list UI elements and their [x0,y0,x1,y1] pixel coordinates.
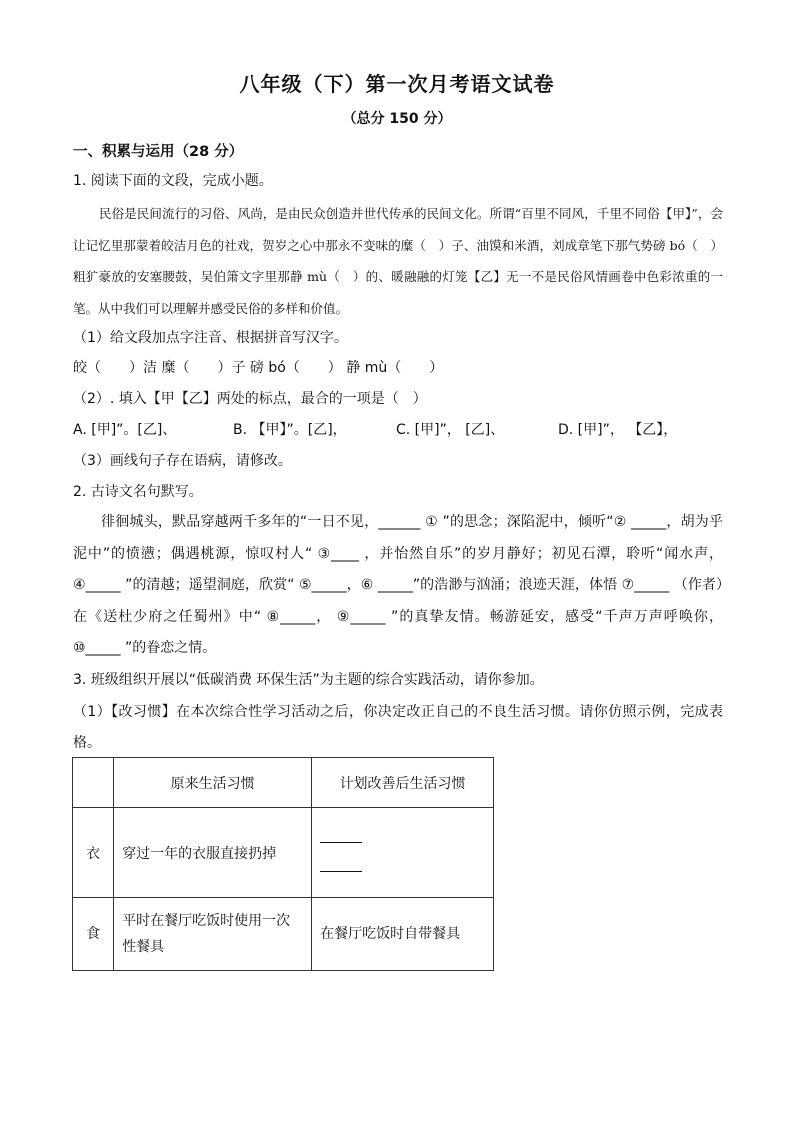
question-1-sub2: （2）. 填入【甲【乙】两处的标点，最合的一项是（ ） [73,391,427,407]
total-score: （总分 150 分） [342,111,452,127]
new-habit-cell[interactable] [312,808,494,898]
table-header-row [73,758,494,808]
question-1-sub3: （3）画线句子存在语病，请修改。 [73,453,292,469]
table-header-cell [73,758,114,808]
question-1-passage: 民俗是民间流行的习俗、风尚，是由民众创造并世代传承的民间文化。所谓“百里不同风，千里不同俗【甲】”，会让记忆里那蒙着皎洁月色的社戏，贺岁之心中那永不变味的糜（ ）子、油馍和米酒，刘成章笔下那气势磅 bó（ ）粗犷豪放的安塞腰鼓，吴伯箫文字里那静 mù（ ）的、暖融融的灯笼【乙】无一不是民俗风情画卷中色彩浓重的一笔。从中我们可以理解并感受民俗的多样和价值。 [73,206,723,316]
question-3-stem: 3. 班级组织开展以“低碳消费 环保生活”为主题的综合实践活动，请你参加。 [73,672,544,688]
new-habit-cell: 在餐厅吃饭时自带餐具 [312,898,494,971]
table-header-cell: 原来生活习惯 [114,758,312,808]
old-habit-cell: 穿过一年的衣服直接扔掉 [114,808,312,898]
old-habit-cell: 平时在餐厅吃饭时使用一次性餐具 [114,898,312,971]
option-c: C. [甲]”， [乙]、 [396,422,505,438]
category-cell: 衣 [73,808,114,898]
question-2-passage: 徘徊城头，默品穿越两千多年的“一日不见，______ ① ”的思念；深陷泥中，倾听“② _____，胡为乎泥中”的愤懑；偶遇桃源，惊叹村人“ ③____ ，并怡然自乐”的岁月静好；初见石潭，聆听“闻水声， ④_____ ”的清越；遥望洞庭，欣赏“ ⑤_____，⑥ _____”的浩渺与汹涌；浪迹天涯，体悟 ⑦_____ （作者）在《送杜少府之任蜀州》中“ ⑧_____， ⑨_____ ”的真挚友情。畅游延安，感受“千声万声呼唤你， ⑩_____ ”的眷恋之情。 [73,514,723,656]
option-a: A. [甲]”。[乙]、 [73,422,177,438]
question-3-sub1: （1）【改习惯】在本次综合性学习活动之后，你决定改正自己的不良生活习惯。请你仿照示例，完成表格。 [73,704,723,751]
question-1-fill-items: 皎（ ）洁 糜（ ）子 磅 bó（ ） 静 mù（ ） [73,360,444,376]
table-row [73,898,494,971]
answer-blank[interactable] [320,857,362,872]
option-b: B. 【甲】”。[乙]， [233,422,347,438]
section-heading: 一、积累与运用（28 分） [73,144,244,160]
question-2-stem: 2. 古诗文名句默写。 [73,484,203,500]
question-1-stem: 1. 阅读下面的文段，完成小题。 [73,173,273,189]
table-row [73,808,494,898]
category-cell: 食 [73,898,114,971]
table-header-cell: 计划改善后生活习惯 [312,758,494,808]
question-1-sub1: （1）给文段加点字注音、根据拼音写汉字。 [73,330,348,346]
option-d: D. [甲]”， 【乙】， [558,422,678,438]
page-title: 八年级（下）第一次月考语文试卷 [239,72,555,96]
habits-table [72,757,494,971]
answer-blank[interactable] [320,828,362,843]
